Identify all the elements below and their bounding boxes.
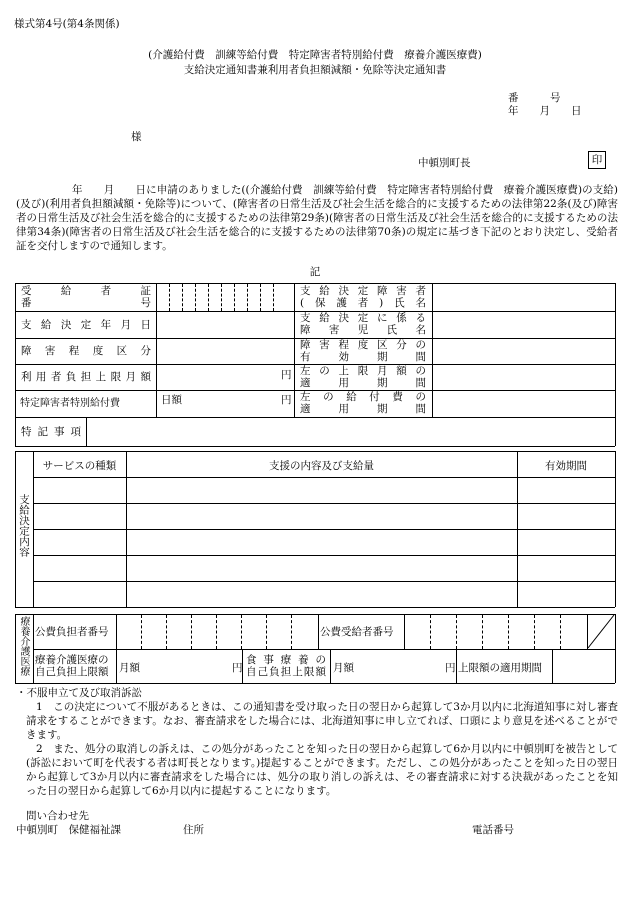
label-medical-care: 療養介護医療 xyxy=(18,616,29,676)
title-line-2: 支給決定通知書兼利用者負担額減額・免除等決定通知書 xyxy=(183,64,447,76)
label-recipient-number: 受 給 者 証 番 号 xyxy=(21,285,151,309)
issuer-name: 中頓別町長 xyxy=(418,157,471,169)
header-service-type: サービスの種類 xyxy=(42,460,117,472)
label-payer-number: 公費負担者番号 xyxy=(35,626,109,638)
header-support-content: 支援の内容及び支給量 xyxy=(269,460,374,472)
label-benefit-period: 左の給付費の 適用期間 xyxy=(300,391,426,415)
appeal-paragraph-1: 1 この決定について不服があるときは、この通知書を受け取った日の翌日から起算して3か月以内に北海道知事に対し審査請求をすることができます。なお、審査請求をした場合には、北海道知事に申し立てれば、口頭により意見を述べることができます。 xyxy=(26,701,618,741)
label-child-name: 支給決定に係る 障害児氏名 xyxy=(300,312,426,336)
notice-body: 年 月 日に申請のありました((介護給付費 訓練等給付費 特定障害者特別給付費 療養介護医療費)の支給)(及び)(利用者負担額減額・免除等)について、(障害者の日常生活及び社会生活を総合的に支援するための法律第22条(及び)障害者の日常生活及び社会生活を総合的に支援するための法律第29条)(障害者の日常生活及び社会生活を総合的に支援するための法律第34条)(障害者の日常生活及び社会生活を総合的に支援するための法律第70条)の規定に基づき下記のとおり決定し、受給者証を交付しますので通知します。 xyxy=(16,184,618,252)
contact-phone: 電話番号 xyxy=(472,824,514,836)
contact-address: 住所 xyxy=(183,824,204,836)
label-disability-level: 障害程度区分 xyxy=(21,345,151,357)
appeal-title: ・不服申立て及び取消訴訟 xyxy=(16,687,142,699)
title-line-1: (介護給付費 訓練等給付費 特定障害者特別給付費 療養介護医療費) xyxy=(148,49,482,61)
label-decision-content: 支給決定内容 xyxy=(18,494,30,557)
monthly-amount-2: 月額 xyxy=(333,662,354,674)
label-medical-limit: 療養介護医療の 自己負担上限額 xyxy=(35,654,109,678)
label-limit-period: 左の上限月額の 適用期間 xyxy=(300,365,426,389)
document-date: 年 月 日 xyxy=(508,105,582,117)
contact-department: 中頓別町 保健福祉課 xyxy=(16,824,121,836)
yen-limit: 円 xyxy=(281,369,292,381)
label-meal-limit: 食事療養の 自己負担上限額 xyxy=(246,654,326,678)
yen-daily: 円 xyxy=(281,394,292,406)
diagonal-slash xyxy=(587,614,615,649)
form-number: 様式第4号(第4条関係) xyxy=(14,18,120,30)
label-limit-amount: 利用者負担上限月額 xyxy=(21,371,151,383)
daily-amount: 日額 xyxy=(161,394,182,406)
addressee-suffix: 様 xyxy=(131,131,142,143)
label-special-benefit: 特定障害者特別給付費 xyxy=(20,398,120,409)
label-guardian-name: 支給決定障害者 (保護者)氏名 xyxy=(300,285,426,309)
appeal-paragraph-2: 2 また、処分の取消しの訴えは、この処分があったことを知った日の翌日から起算して6か月以内に中頓別町を被告として(訴訟において町を代表する者は町長となります。)提起することができます。ただし、この処分があったことを知った日の翌日から起算して3か月以内に審査請求をした場合には、処分の取り消しの訴えは、その審査請求に対する決裁があったことを知った日の翌日から起算して6か月以内に提起することになります。 xyxy=(26,743,618,797)
yen-medical: 円 xyxy=(232,662,243,674)
label-receiver-number: 公費受給者番号 xyxy=(320,626,394,638)
label-level-period: 障害程度区分の 有効期間 xyxy=(300,339,426,363)
label-remarks: 特記事項 xyxy=(21,426,81,438)
label-decision-date: 支給決定年月日 xyxy=(21,319,151,331)
contact-label: 問い合わせ先 xyxy=(26,810,89,822)
document-number: 番 号 xyxy=(508,92,561,104)
ki-label: 記 xyxy=(309,266,321,278)
yen-meal: 円 xyxy=(445,662,456,674)
header-valid-period: 有効期間 xyxy=(545,460,587,472)
seal-box: 印 xyxy=(588,151,606,169)
label-limit-period-apply: 上限額の適用期間 xyxy=(458,662,542,674)
monthly-amount: 月額 xyxy=(119,662,140,674)
